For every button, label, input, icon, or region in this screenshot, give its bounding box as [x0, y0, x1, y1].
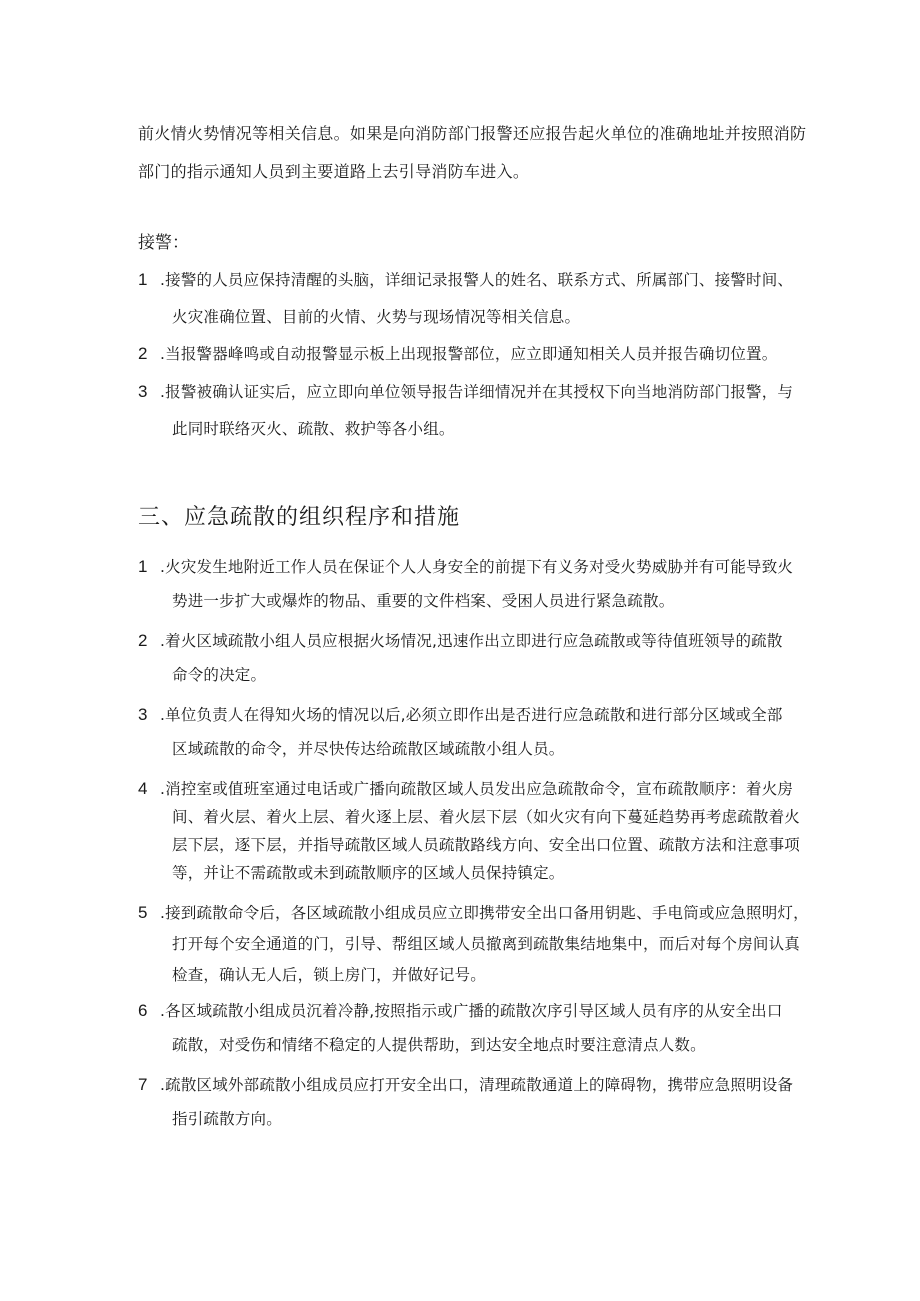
item-line: .疏散区域外部疏散小组成员应打开安全出口，清理疏散通道上的障碍物，携带应急照明设备: [160, 1076, 794, 1094]
section-title: 三、应急疏散的组织程序和措施: [138, 505, 461, 530]
item-line: .报警被确认证实后，应立即向单位领导报告详细情况并在其授权下向当地消防部门报警，与: [160, 383, 794, 401]
intro-line: 前火情火势情况等相关信息。如果是向消防部门报警还应报告起火单位的准确地址并按照消防: [138, 124, 807, 143]
item-line: 等，并让不需疏散或未到疏散顺序的区域人员保持镇定。: [172, 864, 565, 882]
item-line: .各区域疏散小组成员沉着冷静,按照指示或广播的疏散次序引导区域人员有序的从安全出口: [160, 1002, 783, 1020]
item-number: 1: [138, 270, 148, 289]
item-line: .着火区域疏散小组人员应根据火场情况,迅速作出立即进行应急疏散或等待值班领导的疏散: [160, 632, 783, 650]
item-line: 势进一步扩大或爆炸的物品、重要的文件档案、受困人员进行紧急疏散。: [172, 592, 675, 610]
item-line: 命令的决定。: [172, 666, 267, 684]
item-line: .单位负责人在得知火场的情况以后,必须立即作出是否进行应急疏散和进行部分区域或全部: [160, 706, 783, 724]
item-line: 火灾准确位置、目前的火情、火势与现场情况等相关信息。: [172, 308, 581, 326]
item-line: 间、着火层、着火上层、着火逐上层、着火层下层（如火灾有向下蔓延趋势再考虑疏散着火: [172, 808, 801, 826]
intro-line: 部门的指示通知人员到主要道路上去引导消防车进入。: [138, 162, 530, 181]
item-number: 7: [138, 1075, 148, 1094]
item-line: .接到疏散命令后，各区域疏散小组成员应立即携带安全出口备用钥匙、手电筒或应急照明灯，: [160, 904, 809, 922]
item-number: 5: [138, 903, 148, 922]
item-number: 1: [138, 557, 148, 576]
item-number: 2: [138, 631, 148, 650]
item-line: 此同时联络灭火、疏散、救护等各小组。: [172, 420, 455, 438]
item-line: .消控室或值班室通过电话或广播向疏散区域人员发出应急疏散命令，宣布疏散顺序：着火房: [160, 780, 794, 798]
item-line: 检查，确认无人后，锁上房门，并做好记号。: [172, 966, 487, 984]
item-line: 疏散，对受伤和情绪不稳定的人提供帮助，到达安全地点时要注意清点人数。: [172, 1036, 706, 1054]
item-number: 3: [138, 705, 148, 724]
item-line: 指引疏散方向。: [172, 1110, 282, 1128]
item-number: 3: [138, 382, 148, 401]
item-line: 层下层，逐下层，并指导疏散区域人员疏散路线方向、安全出口位置、疏散方法和注意事项: [172, 836, 801, 854]
item-number: 6: [138, 1001, 148, 1020]
item-number: 4: [138, 779, 148, 798]
item-line: .火灾发生地附近工作人员在保证个人人身安全的前提下有义务对受火势威胁并有可能导致火: [160, 558, 794, 576]
item-line: .接警的人员应保持清醒的头脑，详细记录报警人的姓名、联系方式、所属部门、接警时间、: [160, 271, 794, 289]
item-number: 2: [138, 344, 148, 363]
receive-heading: 接警：: [138, 233, 189, 253]
item-line: .当报警器峰鸣或自动报警显示板上出现报警部位，应立即通知相关人员并报告确切位置。: [160, 345, 778, 363]
item-line: 打开每个安全通道的门，引导、帮组区域人员撤离到疏散集结地集中，而后对每个房间认真: [172, 935, 801, 953]
item-line: 区域疏散的命令，并尽快传达给疏散区域疏散小组人员。: [172, 740, 565, 758]
